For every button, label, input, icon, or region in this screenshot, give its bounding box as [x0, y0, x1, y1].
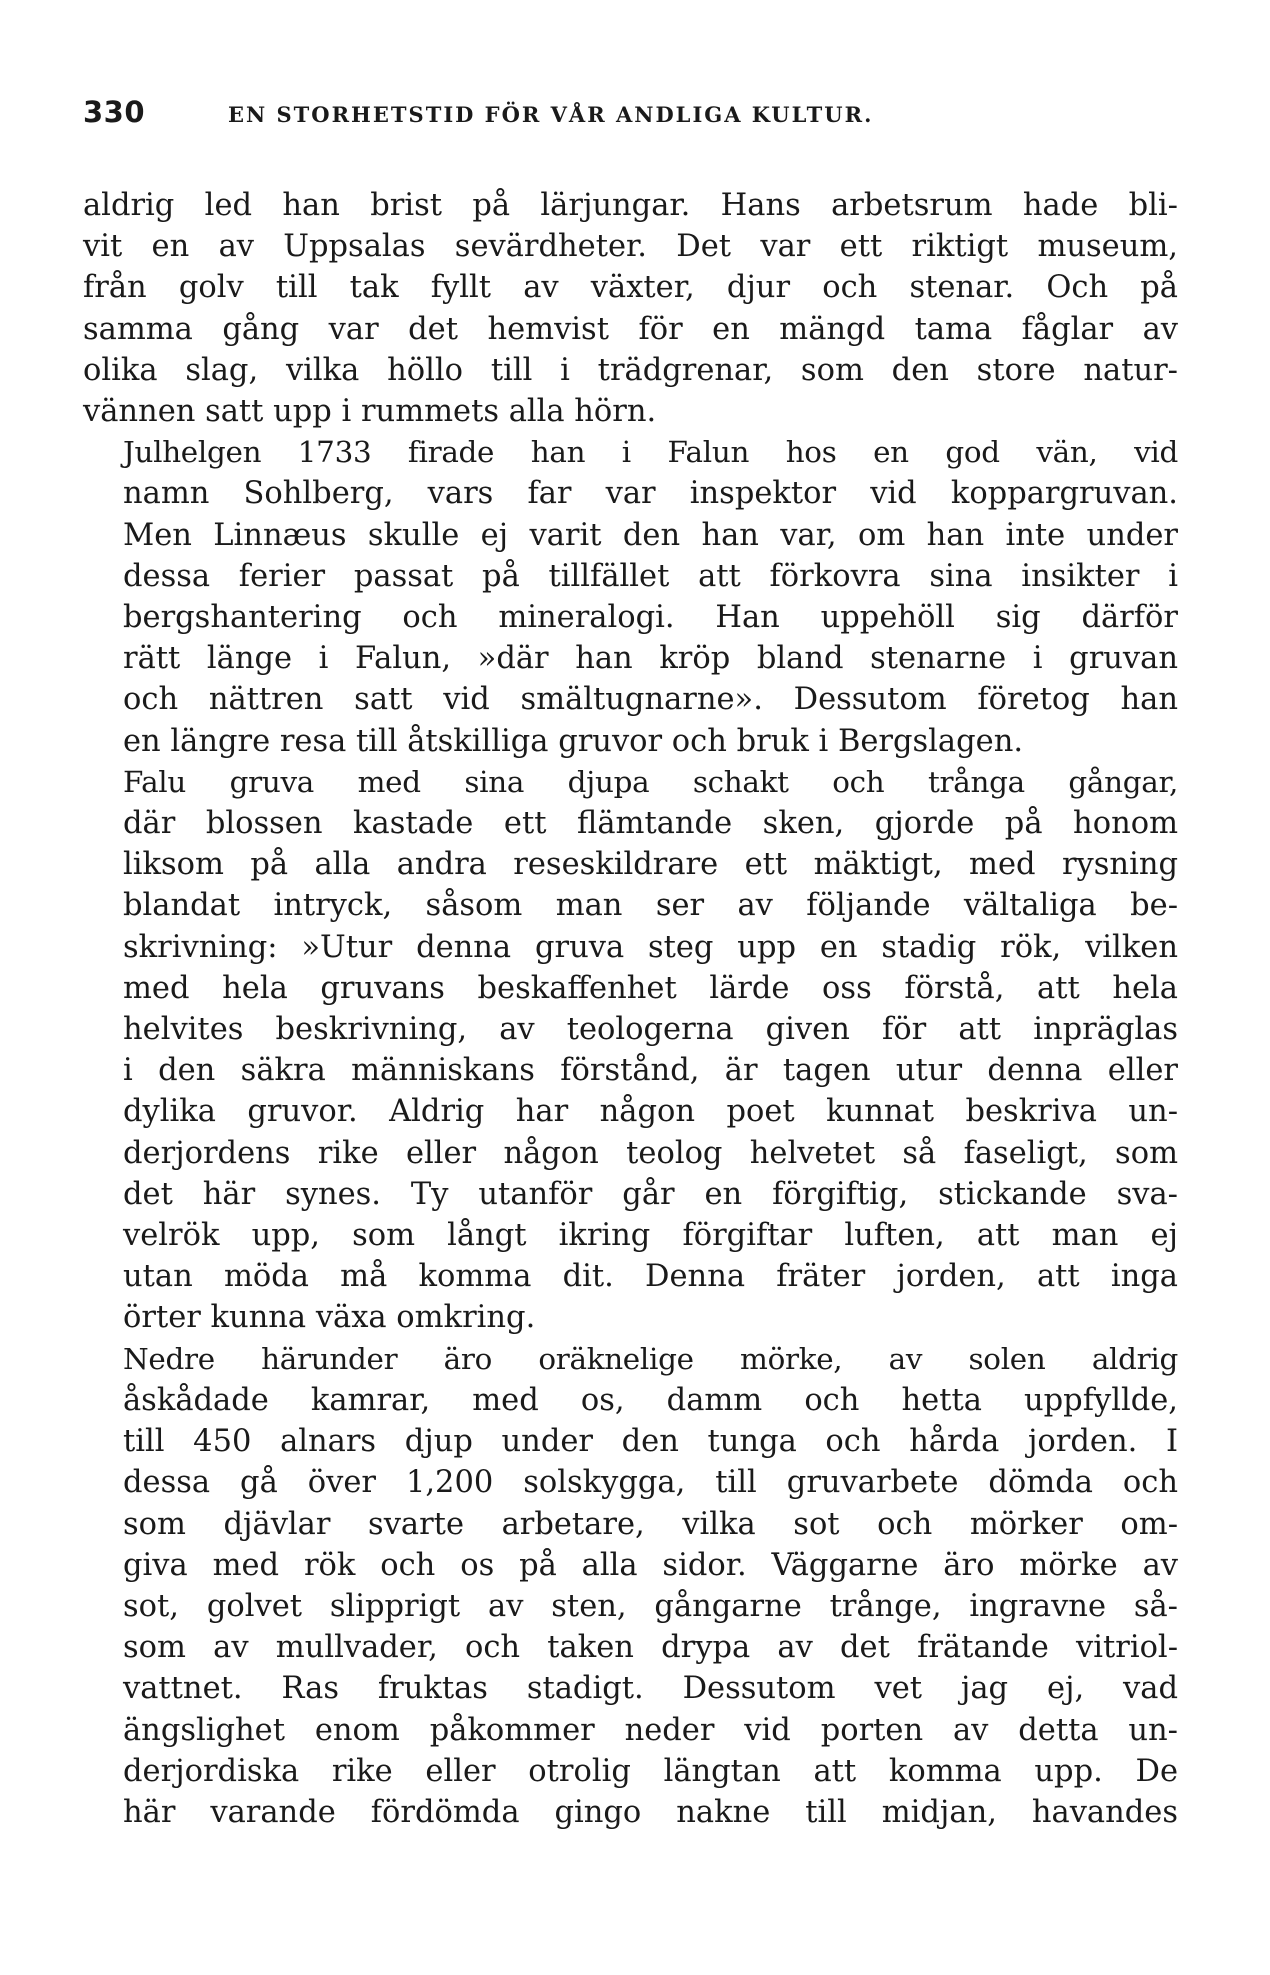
text-line: derjordens rike eller någon teolog helvetet så faseligt, som: [123, 1135, 1178, 1171]
text-line: vännen satt upp i rummets alla hörn.: [83, 394, 657, 430]
text-line: Men Linnæus skulle ej varit den han var, om han inte under: [123, 517, 1178, 553]
text-line: Nedre härunder äro oräknelige mörke, av solen aldrig: [123, 1341, 1178, 1376]
paragraph: [83, 1339, 1178, 1833]
paragraph: [83, 185, 1178, 432]
text-line: åskådade kamrar, med os, damm och hetta uppfyllde,: [123, 1382, 1178, 1418]
text-line: dessa gå över 1,200 solskygga, till gruvarbete dömda och: [123, 1465, 1178, 1501]
text-line: Julhelgen 1733 firade han i Falun hos en god vän, vid: [123, 435, 1178, 470]
text-line: med hela gruvans beskaffenhet lärde oss förstå, att hela: [123, 970, 1178, 1006]
text-line: där blossen kastade ett flämtande sken, gjorde på honom: [123, 806, 1178, 842]
text-line: liksom på alla andra reseskildrare ett mäktigt, med rysning: [123, 847, 1178, 883]
text-line: som djävlar svarte arbetare, vilka sot och mörker om-: [123, 1506, 1178, 1542]
text-line: en längre resa till åtskilliga gruvor och bruk i Bergslagen.: [123, 723, 1024, 759]
text-line: giva med rök och os på alla sidor. Väggarne äro mörke av: [123, 1547, 1178, 1583]
text-line: derjordiska rike eller otrolig längtan att komma upp. De: [123, 1753, 1178, 1789]
paragraph: [83, 762, 1178, 1339]
text-line: blandat intryck, såsom man ser av följande vältaliga be-: [123, 888, 1178, 924]
text-line: i den säkra människans förstånd, är tagen utur denna eller: [123, 1053, 1178, 1089]
text-line: helvites beskrivning, av teologerna given för att inpräglas: [123, 1012, 1178, 1048]
text-line: aldrig led han brist på lärjungar. Hans arbetsrum hade bli-: [83, 188, 1178, 223]
text-line: och nättren satt vid smältugnarne». Dessutom företog han: [123, 682, 1178, 718]
text-line: utan möda må komma dit. Denna fräter jorden, att inga: [123, 1259, 1178, 1295]
text-line: vit en av Uppsalas sevärdheter. Det var ett riktigt museum,: [83, 229, 1178, 265]
text-line: dylika gruvor. Aldrig har någon poet kunnat beskriva un-: [123, 1094, 1178, 1130]
text-line: sot, golvet slipprigt av sten, gångarne trånge, ingravne så-: [123, 1588, 1178, 1624]
text-line: ängslighet enom påkommer neder vid porten av detta un-: [123, 1712, 1178, 1748]
text-line: olika slag, vilka höllo till i trädgrenar, som den store natur-: [83, 352, 1178, 388]
paragraph: [83, 432, 1178, 762]
text-line: rätt länge i Falun, »där han kröp bland stenarne i gruvan: [123, 641, 1178, 677]
text-line: Falu gruva med sina djupa schakt och trånga gångar,: [123, 764, 1178, 799]
text-line: samma gång var det hemvist för en mängd tama fåglar av: [83, 311, 1178, 347]
running-head: [83, 95, 1178, 135]
text-line: här varande fördömda gingo nakne till midjan, havandes: [123, 1794, 1178, 1830]
text-line: från golv till tak fyllt av växter, djur och stenar. Och på: [83, 270, 1178, 306]
text-line: skrivning: »Utur denna gruva steg upp en stadig rök, vilken: [123, 929, 1178, 965]
text-line: örter kunna växa omkring.: [123, 1300, 536, 1336]
running-title: EN STORHETSTID FÖR VÅR ANDLIGA KULTUR.: [228, 102, 874, 127]
text-line: dessa ferier passat på tillfället att förkovra sina insikter i: [123, 558, 1178, 594]
book-page: [83, 95, 1178, 1833]
page-number: 330: [83, 95, 146, 129]
text-line: som av mullvader, och taken drypa av det frätande vitriol-: [123, 1630, 1178, 1666]
text-line: namn Sohlberg, vars far var inspektor vid koppargruvan.: [123, 476, 1178, 512]
text-line: bergshantering och mineralogi. Han uppehöll sig därför: [123, 600, 1178, 636]
text-line: till 450 alnars djup under den tunga och hårda jorden. I: [123, 1424, 1178, 1460]
text-line: det här synes. Ty utanför går en förgiftig, stickande sva-: [123, 1176, 1178, 1212]
body-text: [83, 185, 1178, 1833]
text-line: velrök upp, som långt ikring förgiftar luften, att man ej: [123, 1218, 1178, 1254]
text-line: vattnet. Ras fruktas stadigt. Dessutom vet jag ej, vad: [123, 1671, 1178, 1707]
